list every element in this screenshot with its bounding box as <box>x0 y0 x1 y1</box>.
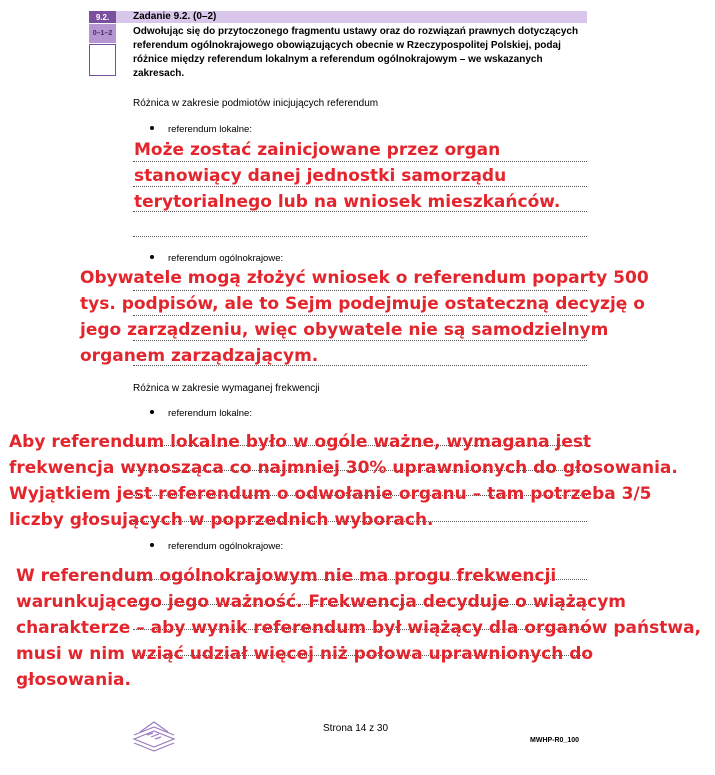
bullet-local-turnout <box>150 408 252 420</box>
section-label-initiators: Różnica w zakresie podmiotów inicjujących referendum <box>133 98 379 109</box>
handwritten-answer-national-turnout: W referendum ogólnokrajowym nie ma progu frekwencji warunkującego jego ważność. Frekwencja decyduje o wiążącym charakterze – aby wynik referendum był wiążący dla organów państwa, musi w nim wziąć udział więcej niż połowa uprawnionych do głosowania. <box>16 566 701 690</box>
bullet-national-turnout <box>150 541 283 553</box>
document-code: MWHP-R0_100 <box>530 737 580 744</box>
bullet-label: referendum lokalne: <box>168 408 252 419</box>
handwritten-answer-local-turnout: Aby referendum lokalne było w ogóle ważne, wymagana jest frekwencja wynosząca co najmniej 30% uprawnionych do głosowania. Wyjątkiem jest referendum o odwołanie organu – tam potrzeba 3/5 liczby głosujących w poprzednich wyborach. <box>9 432 678 530</box>
page-number: Strona 14 z 30 <box>323 723 389 734</box>
answer-line <box>133 236 587 237</box>
handwritten-answer-local-initiators: Może zostać zainicjowane przez organ stanowiący danej jednostki samorządu terytorialnego lub na wniosek mieszkańców. <box>134 140 561 212</box>
bullet-label: referendum lokalne: <box>168 124 252 135</box>
score-box <box>89 44 116 76</box>
bullet-label: referendum ogólnokrajowe: <box>168 253 284 264</box>
task-number: 9.2. <box>89 11 116 23</box>
cke-logo-icon <box>131 719 177 758</box>
bullet-dot <box>150 126 154 130</box>
section-label-turnout: Różnica w zakresie wymaganej frekwencji <box>133 383 320 394</box>
bullet-dot <box>150 543 154 547</box>
task-title: Zadanie 9.2. (0–2) <box>133 11 217 22</box>
handwritten-answer-national-initiators: Obywatele mogą złożyć wniosek o referendum poparty 500 tys. podpisów, ale to Sejm podejmuje ostateczną decyzję o jego zarządzeniu, więc obywatele nie są samodzielnym organem zarządzającym. <box>80 268 649 366</box>
bullet-label: referendum ogólnokrajowe: <box>168 541 284 552</box>
bullet-dot <box>150 410 154 414</box>
bullet-dot <box>150 255 154 259</box>
task-points: 0–1–2 <box>89 24 116 43</box>
bullet-national-initiators <box>150 253 283 265</box>
bullet-local-initiators <box>150 124 252 136</box>
task-instruction: Odwołując się do przytoczonego fragmentu ustawy oraz do rozwiązań prawnych dotyczących referendum ogólnokrajowego obowiązujących obecnie w Rzeczypospolitej Polskiej, podaj różnice między referendum lokalnym a referendum ogólnokrajowym – we wskazanych zakresach. <box>133 26 579 79</box>
